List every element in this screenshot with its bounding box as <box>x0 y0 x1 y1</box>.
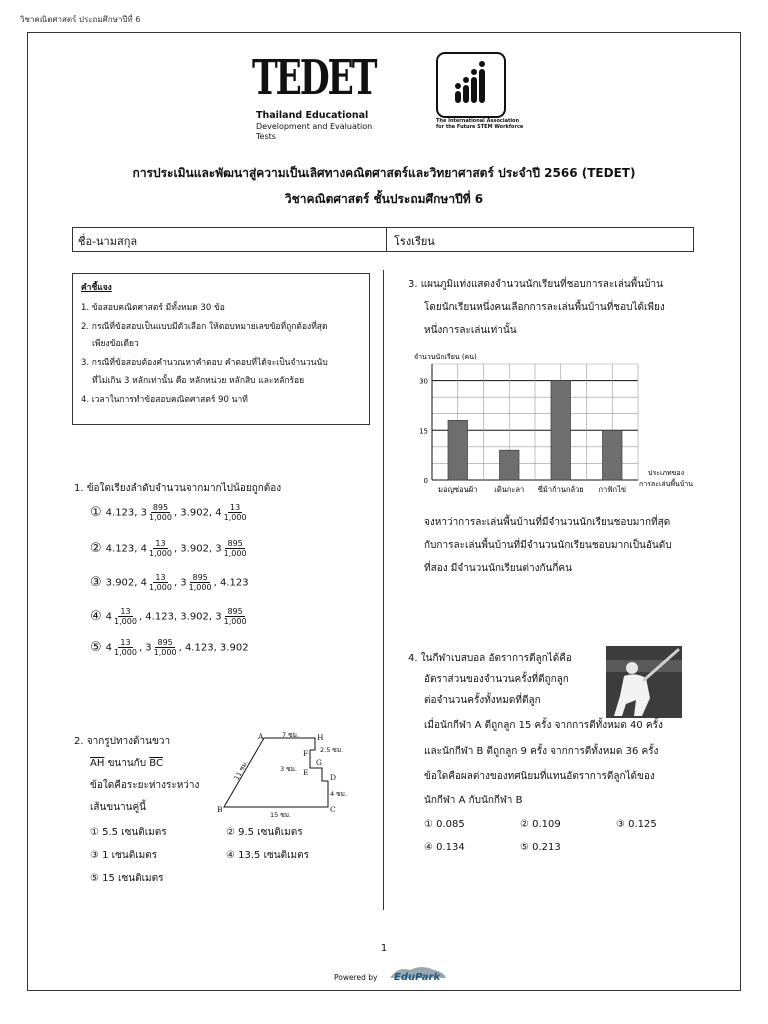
q2-stem-line-4: เส้นขนานคู่นี้ <box>90 802 147 813</box>
q2-option-5[interactable]: ⑤ 15 เซนติเมตร <box>90 873 164 884</box>
q1-option-5[interactable]: ⑤ 4 $\frac{13}{1,000}$ , 3 $\frac{895}{1,000}$ , 4.123, 3.902 <box>90 638 249 657</box>
vertex-g: G <box>316 758 322 767</box>
bar <box>499 450 519 480</box>
fraction: $\frac{13}{1,000}$ <box>114 607 137 626</box>
q4-line-3: ต่อจำนวนครั้งทั้งหมดที่ตีลูก <box>424 695 541 706</box>
instruction-item: ที่ไม่เกิน 3 หลักเท่านั้น คือ หลักหน่วย หลักสิบ และหลักร้อย <box>92 376 305 386</box>
info-divider <box>386 228 387 251</box>
q2-stem-line-1: 2. จากรูปทางด้านขวา <box>74 736 171 747</box>
instruction-item: 2. กรณีที่ข้อสอบเป็นแบบมีตัวเลือก ให้ตอบหมายเลขข้อที่ถูกต้องที่สุด <box>81 322 328 332</box>
tedet-wordmark: TEDET <box>252 50 376 106</box>
q1-stem: 1. ข้อใดเรียงลำดับจำนวนจากมากไปน้อยถูกต้อง <box>74 483 282 494</box>
powered-by-text: Powered by <box>334 973 378 982</box>
fraction: $\frac{13}{1,000}$ <box>149 573 172 592</box>
option-mark: ④ <box>90 608 102 624</box>
option-mark: ② <box>90 540 102 556</box>
q3-question-line-1: จงหาว่าการละเล่นพื้นบ้านที่มีจำนวนนักเรียนชอบมากที่สุด <box>424 517 671 528</box>
vertex-b: B <box>217 805 223 814</box>
fraction: $\frac{895}{1,000}$ <box>153 638 177 657</box>
q4-line-7: นักกีฬา A กับนักกีฬา B <box>424 795 523 806</box>
q2-polygon-figure <box>214 730 364 822</box>
q3-stem-line-2: โดยนักเรียนหนึ่งคนเลือกการละเล่นพื้นบ้านที่ชอบได้เพียง <box>424 302 665 313</box>
q4-option-1[interactable]: ① 0.085 <box>424 819 465 830</box>
q3-question-line-2: กับการละเล่นพื้นบ้านที่มีจำนวนนักเรียนชอบมากเป็นอันดับ <box>424 540 672 551</box>
vertex-d: D <box>330 773 337 782</box>
segment-bc: $\overline{BC}$ <box>149 758 163 769</box>
y-tick-label: 0 <box>423 477 428 485</box>
fraction: $\frac{895}{1,000}$ <box>188 573 212 592</box>
vertex-e: E <box>303 768 309 777</box>
stem-association-name <box>436 118 526 130</box>
q4-option-3[interactable]: ③ 0.125 <box>616 819 657 830</box>
page-number: 1 <box>380 943 388 954</box>
q4-line-6: ข้อใดคือผลต่างของทศนิยมที่แทนอัตราการตีลูกได้ของ <box>424 771 655 782</box>
stem-name-line-2: for the Future STEM Workforce <box>436 124 524 130</box>
bar <box>602 430 622 480</box>
chart-ticks <box>419 378 428 485</box>
bar <box>448 420 468 480</box>
q4-option-4[interactable]: ④ 0.134 <box>424 842 465 853</box>
q2-option-2[interactable]: ② 9.5 เซนติเมตร <box>226 827 303 838</box>
option-mark: ③ <box>90 574 102 590</box>
q1-option-2[interactable]: ② 4.123, 4 $\frac{13}{1,000}$ , 3.902, 3 $\frac{895}{1,000}$ <box>90 539 247 558</box>
column-divider <box>383 270 384 910</box>
q4-line-1: 4. ในกีฬาเบสบอล อัตราการตีลูกได้คือ <box>408 653 572 664</box>
chart-y-label: จำนวนนักเรียน (คน) <box>414 353 477 361</box>
fraction: $\frac{13}{1,000}$ <box>149 539 172 558</box>
length-bc: 15 ซม. <box>270 811 292 819</box>
q1-option-3[interactable]: ③ 3.902, 4 $\frac{13}{1,000}$ , 3 $\frac{895}{1,000}$ , 4.123 <box>90 573 249 592</box>
instruction-item: 1. ข้อสอบคณิตศาสตร์ มีทั้งหมด 30 ข้อ <box>81 303 225 313</box>
exam-title: การประเมินและพัฒนาสู่ความเป็นเลิศทางคณิตศาสตร์และวิทยาศาสตร์ ประจำปี 2566 (TEDET) <box>132 166 636 180</box>
fraction: $\frac{13}{1,000}$ <box>223 503 247 522</box>
q2-option-4[interactable]: ④ 13.5 เซนติเมตร <box>226 850 309 861</box>
q3-stem-line-3: หนึ่งการละเล่นเท่านั้น <box>424 325 517 336</box>
chart-category-labels <box>438 484 626 494</box>
q3-stem-line-1: 3. แผนภูมิแท่งแสดงจำนวนนักเรียนที่ชอบการละเล่นพื้นบ้าน <box>408 279 663 290</box>
vertex-h: H <box>317 733 324 742</box>
running-header: วิชาคณิตศาสตร์ ประถมศึกษาปีที่ 6 <box>20 15 141 24</box>
instructions-title: คำชี้แจง <box>81 283 112 293</box>
tedet-subtitle-1: Thailand Educational <box>256 110 369 121</box>
instruction-item: 4. เวลาในการทำข้อสอบคณิตศาสตร์ 90 นาที <box>81 395 248 405</box>
category-label: ขี่ม้าก้านกล้วย <box>537 485 584 494</box>
q2-option-3[interactable]: ③ 1 เซนติเมตร <box>90 850 158 861</box>
edupark-logo <box>388 962 448 984</box>
baseball-batter-icon <box>606 646 682 718</box>
instruction-item: 3. กรณีที่ข้อสอบต้องคำนวณหาคำตอบ คำตอบที่ได้จะเป็นจำนวนนับ <box>81 358 328 368</box>
q4-option-2[interactable]: ② 0.109 <box>520 819 561 830</box>
chart-x-label-1: ประเภทของ <box>648 469 684 477</box>
option-mark: ① <box>90 504 102 520</box>
vertex-f: F <box>303 749 309 758</box>
q2-option-1[interactable]: ① 5.5 เซนติเมตร <box>90 827 167 838</box>
q2-stem-line-2: $\overline{AH}$ ขนานกับ $\overline{BC}$ <box>90 758 163 769</box>
q4-line-4: เมื่อนักกีฬา A ตีถูกลูก 15 ครั้ง จากการตีทั้งหมด 40 ครั้ง <box>424 720 663 731</box>
category-label: เดินกะลา <box>494 485 525 494</box>
tedet-logo <box>252 50 392 141</box>
fraction: $\frac{895}{1,000}$ <box>149 503 172 522</box>
exam-subtitle: วิชาคณิตศาสตร์ ชั้นประถมศึกษาปีที่ 6 <box>284 192 484 206</box>
tedet-subtitle-2: Development and Evaluation Tests <box>256 122 373 141</box>
chart-x-label-2: การละเล่นพื้นบ้าน <box>638 480 694 488</box>
stem-bars-icon <box>438 54 504 116</box>
edupark-wordmark: EduPark <box>394 972 441 983</box>
category-label: มอญซ่อนผ้า <box>438 485 478 494</box>
length-dc: 4 ซม. <box>330 790 347 798</box>
student-info-box <box>72 227 694 252</box>
q1-option-4[interactable]: ④ 4 $\frac{13}{1,000}$ , 4.123, 3.902, 3 $\frac{895}{1,000}$ <box>90 607 247 626</box>
vertex-c: C <box>330 805 336 814</box>
instruction-item: เพียงข้อเดียว <box>92 339 139 349</box>
fraction: $\frac{895}{1,000}$ <box>223 539 247 558</box>
instructions-box <box>72 273 370 425</box>
q4-line-2: อัตราส่วนของจำนวนครั้งที่ตีถูกลูก <box>424 674 569 685</box>
school-field[interactable]: โรงเรียน <box>394 235 435 248</box>
fraction: $\frac{13}{1,000}$ <box>114 638 137 657</box>
category-label: กาฟักไข่ <box>598 485 627 494</box>
length-ah: 7 ซม. <box>282 731 299 739</box>
baseball-player-photo <box>606 646 682 718</box>
stem-association-logo <box>436 52 506 118</box>
y-tick-label: 30 <box>419 377 428 386</box>
vertex-a: A <box>258 732 264 741</box>
option-mark: ⑤ <box>90 639 102 655</box>
stem-name-line-1: The International Association <box>436 118 520 124</box>
length-ab: 11 ซม. <box>232 759 250 782</box>
q4-option-5[interactable]: ⑤ 0.213 <box>520 842 561 853</box>
bar <box>551 381 571 480</box>
fraction: $\frac{895}{1,000}$ <box>223 607 247 626</box>
q1-option-1[interactable]: ① 4.123, 3 $\frac{895}{1,000}$ , 3.902, 4 $\frac{13}{1,000}$ <box>90 503 247 522</box>
y-tick-label: 15 <box>419 427 428 436</box>
q2-stem-line-3: ข้อใดคือระยะห่างระหว่าง <box>90 780 200 791</box>
name-field[interactable]: ชื่อ-นามสกุล <box>78 235 138 248</box>
segment-ah: $\overline{AH}$ <box>90 758 105 769</box>
q3-question-line-3: ที่สอง มีจำนวนนักเรียนต่างกันกี่คน <box>424 563 572 574</box>
length-fe: 3 ซม. <box>280 765 297 773</box>
length-hf: 2.5 ซม. <box>320 746 344 754</box>
q3-bar-chart <box>410 346 710 498</box>
q4-line-5: และนักกีฬา B ตีถูกลูก 9 ครั้ง จากการตีทั้งหมด 36 ครั้ง <box>424 746 659 757</box>
